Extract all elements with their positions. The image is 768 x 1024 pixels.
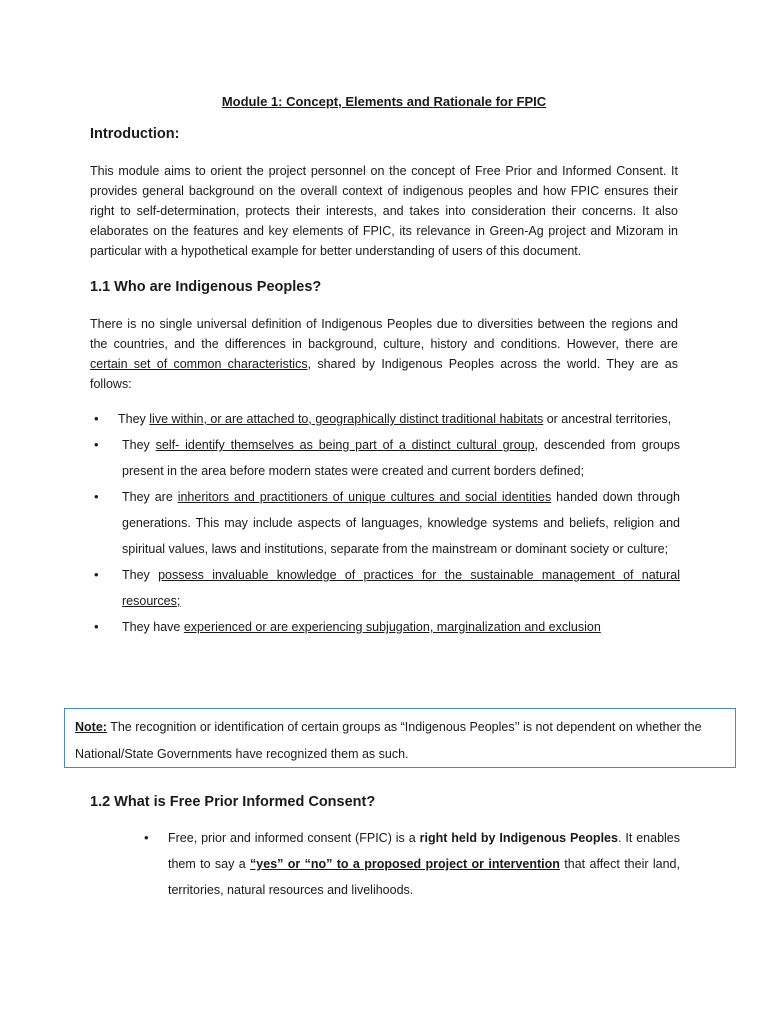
note-body: The recognition or identification of certain groups as “Indigenous Peoples’’ is not dependent on whether the National/State Governments have recognized them as such. (75, 720, 702, 761)
item-underlined: self- identify themselves as being part of a distinct cultural group (155, 438, 535, 452)
item-underlined: live within, or are attached to, geographically distinct traditional habitats (149, 412, 544, 426)
fpic-list (140, 825, 680, 903)
section-1-1-heading: 1.1 Who are Indigenous Peoples? (90, 279, 322, 295)
note-label: Note: (75, 720, 107, 734)
item-underlined: experienced or are experiencing subjugation, marginalization and exclusion (183, 620, 601, 634)
list-item (90, 406, 680, 432)
paragraph-text: There is no single universal definition of Indigenous Peoples due to diversities between the regions and the countries, and the differences in background, culture, history and conditions. However, there are (90, 317, 678, 351)
section-1-2-heading: 1.2 What is Free Prior Informed Consent? (90, 794, 376, 810)
note-box (64, 708, 736, 768)
paragraph-text: , shared by Indigenous Peoples across the world. They are as follows: (90, 357, 679, 391)
item-text: They (118, 412, 150, 426)
list-item (90, 432, 680, 484)
characteristics-list (90, 406, 680, 640)
item-text: They (122, 438, 156, 452)
item-text: handed down through generations. This may include aspects of languages, knowledge systems and beliefs, religion and spiritual values, laws and institutions, separate from the mainstream or dominant society or culture; (122, 490, 680, 556)
item-text: . It enables them to say a (168, 831, 681, 871)
item-text: that affect their land, territories, natural resources and livelihoods. (168, 857, 680, 897)
introduction-heading: Introduction: (90, 126, 180, 142)
item-text: They are (122, 490, 178, 504)
list-item (90, 484, 680, 562)
item-underlined: inheritors and practitioners of unique cultures and social identities (177, 490, 552, 504)
list-item (140, 825, 680, 903)
section-1-1-paragraph (90, 314, 678, 394)
item-text: They have (122, 620, 184, 634)
item-underlined: possess invaluable knowledge of practices for the sustainable management of natural resources; (122, 568, 680, 608)
note-text (75, 714, 725, 768)
list-item (90, 614, 680, 640)
item-bold-underlined: “yes” or “no” to a proposed project or intervention (250, 857, 560, 871)
list-item (90, 562, 680, 614)
module-title: Module 1: Concept, Elements and Rationale for FPIC (221, 94, 547, 109)
item-bold: right held by Indigenous Peoples (419, 831, 618, 845)
item-text: Free, prior and informed consent (FPIC) is a (168, 831, 420, 845)
underlined-phrase: certain set of common characteristics (90, 357, 308, 371)
item-text: , descended from groups present in the area before modern states were created and current borders defined; (122, 438, 680, 478)
item-text: or ancestral territories, (543, 412, 672, 426)
item-text: They (122, 568, 159, 582)
introduction-paragraph: This module aims to orient the project personnel on the concept of Free Prior and Informed Consent. It provides general background on the overall context of indigenous peoples and how FPIC ensures their right to self-determination, protects their interests, and takes into consideration their concerns. It also elaborates on the features and key elements of FPIC, its relevance in Green-Ag project and Mizoram in particular with a hypothetical example for better understanding of users of this document. (90, 164, 678, 258)
